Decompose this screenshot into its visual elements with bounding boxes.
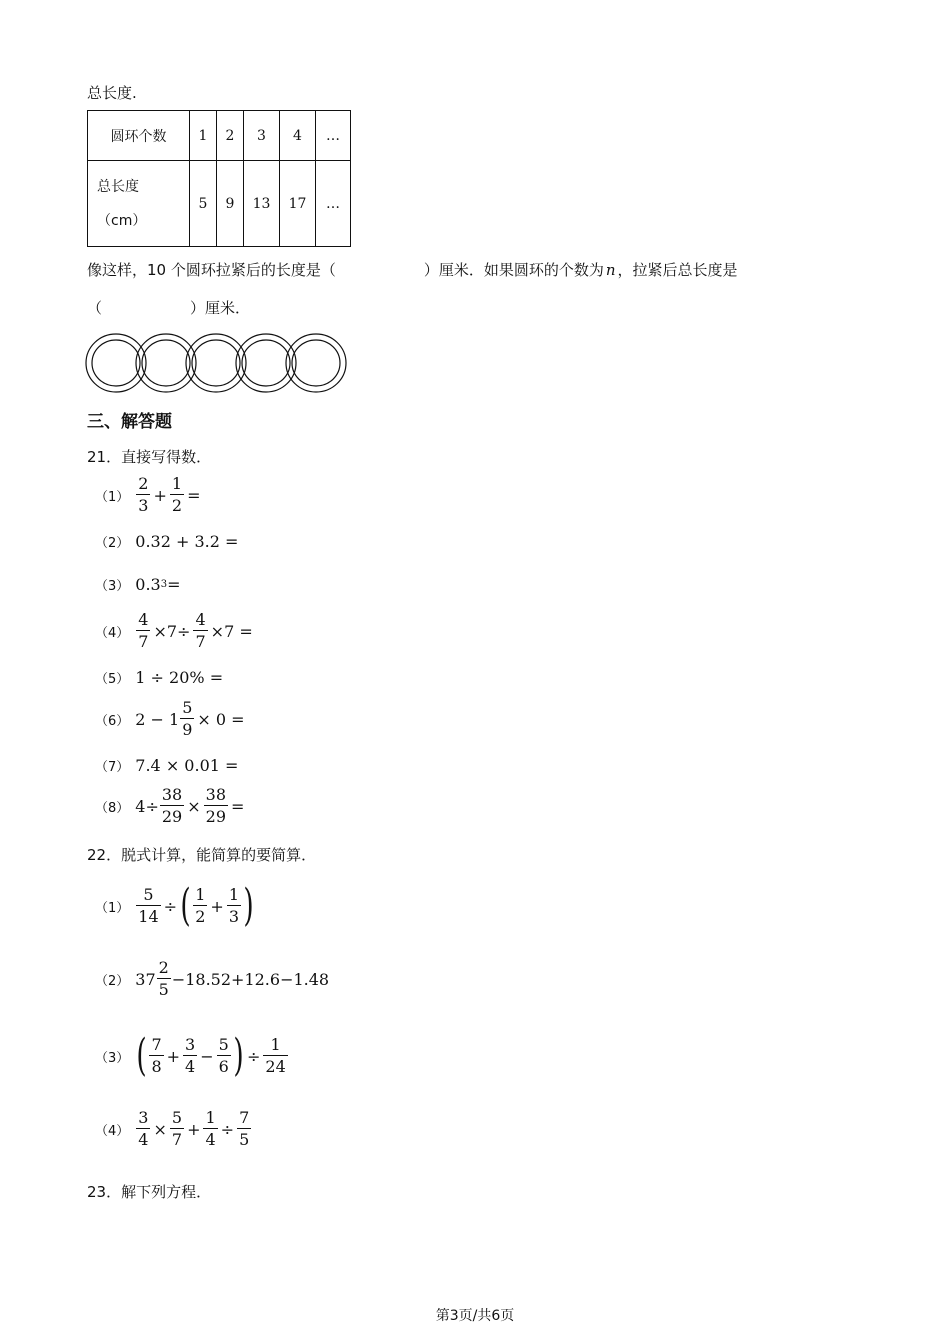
q22-item-3: （3） ( $\frac{7}{8}$ + $\frac{3}{4}$ − $\frac{5}{6}$ ) ÷ $\frac{1}{24}$ [95,1030,286,1081]
table-cell: 13 [244,161,280,247]
table-cell: 5 [190,161,217,247]
ring [292,340,340,386]
ring [186,334,246,392]
expression: 1 ÷ 20% = [135,668,224,687]
table-header-length-line2: （cm） [97,212,147,229]
q21-item-4: （4） $\frac{4}{7}$ ×7÷ $\frac{4}{7}$ ×7 = [95,610,253,651]
fraction: $\frac{4}{7}$ [195,610,206,651]
ring [236,334,296,392]
item-label: （1） [95,900,130,916]
table-cell: 3 [244,111,280,161]
fraction: $\frac{5}{9}$ [182,698,193,739]
table-header-length [88,161,190,247]
fraction: $\frac{38}{29}$ [205,785,226,826]
table-cell: … [316,111,351,161]
item-label: （2） [95,536,130,551]
expression-base: 0.3 [135,575,161,594]
table-header-length-line1: 总长度 [97,178,139,195]
fraction: $\frac{3}{4}$ [185,1035,196,1076]
expression: 0.32 + 3.2 = [135,532,239,551]
fraction: $\frac{5}{7}$ [171,1108,183,1149]
table-cell: 9 [217,161,244,247]
section-heading: 三、解答题 [87,412,172,432]
ring [136,334,196,392]
fraction: $\frac{2}{3}$ [138,474,149,515]
q21-item-8: （8） 4÷ $\frac{38}{29}$ × $\frac{38}{29}$ = [95,785,245,826]
table-header-count: 圆环个数 [88,111,190,161]
q21-title: 21．直接写得数． [87,448,212,466]
q21-item-2 [95,532,238,551]
q22-item-1: （1） $\frac{5}{14}$ ÷ ( $\frac{1}{2}$ + $\frac{1}{3}$ ) [95,880,254,931]
ring [242,340,290,386]
table-cell: 2 [217,111,244,161]
top-fragment: 总长度. [87,84,137,102]
item-label: （5） [95,672,130,687]
q22-item-4: （4） $\frac{3}{4}$ × $\frac{5}{7}$ + $\frac{1}{4}$ ÷ $\frac{7}{5}$ [95,1108,250,1149]
q22-item-2: （2） 37 $\frac{2}{5}$ −18.52+12.6−1.48 [95,958,330,999]
fraction: $\frac{4}{7}$ [138,610,149,651]
table-cell: 4 [280,111,316,161]
fraction: $\frac{7}{5}$ [239,1108,250,1149]
table-cell: … [316,161,351,247]
ring [192,340,240,386]
fraction: $\frac{38}{29}$ [161,785,183,826]
ring [86,334,146,392]
item-label: （8） [95,800,130,816]
item-label: （4） [95,1123,130,1139]
fraction: $\frac{1}{3}$ [228,885,239,926]
ring [286,334,346,392]
item-label: （6） [95,713,130,729]
q21-item-6: （6） 2 − 1 $\frac{5}{9}$ × 0 = [95,698,245,739]
q21-item-5 [95,668,223,687]
q20-text-b: ）厘米．如果圆环的个数为 [423,261,604,279]
exponent: 3 [160,579,168,590]
q23-title: 23．解下列方程． [87,1183,212,1201]
item-label: （2） [95,973,130,989]
q20-text-c: ，拉紧后总长度是 [617,261,738,279]
q22-title: 22．脱式计算，能简算的要简算． [87,846,317,864]
fraction: $\frac{2}{5}$ [158,958,169,999]
fraction: $\frac{1}{2}$ [171,474,183,515]
fraction: $\frac{1}{2}$ [195,885,206,926]
item-label: （3） [95,1050,130,1066]
ring [92,340,140,386]
q20-text-e: ）厘米． [190,299,251,317]
page-footer: 第3页/共6页 [435,1308,515,1324]
expression-tail: −18.52+12.6−1.48 [171,969,330,989]
rings-illustration [84,332,352,394]
q21-item-1: （1） $\frac{2}{3}$ + $\frac{1}{2}$ = [95,474,201,515]
fraction: $\frac{1}{4}$ [205,1108,216,1149]
q20-text-d: （ [87,299,103,317]
ring-length-table [87,110,351,247]
q21-item-3 [95,575,181,594]
item-label: （7） [95,760,130,775]
fraction: $\frac{1}{24}$ [265,1035,286,1076]
q20-line2 [87,297,250,318]
ring [142,340,190,386]
table-cell: 1 [190,111,217,161]
equals: = [167,575,181,594]
fraction: $\frac{7}{8}$ [151,1035,162,1076]
expression: 7.4 × 0.01 = [135,756,239,775]
item-label: （4） [95,625,130,641]
item-label: （1） [95,489,130,505]
table-cell: 17 [280,161,316,247]
q20-text-a: 像这样，10 个圆环拉紧后的长度是（ [87,261,336,279]
fraction: $\frac{5}{6}$ [218,1035,229,1076]
q21-item-7 [95,756,238,775]
variable-n: n [605,261,616,279]
fraction: $\frac{3}{4}$ [138,1108,149,1149]
item-label: （3） [95,579,130,594]
q20-line1 [87,259,738,280]
fraction: $\frac{5}{14}$ [138,885,159,926]
